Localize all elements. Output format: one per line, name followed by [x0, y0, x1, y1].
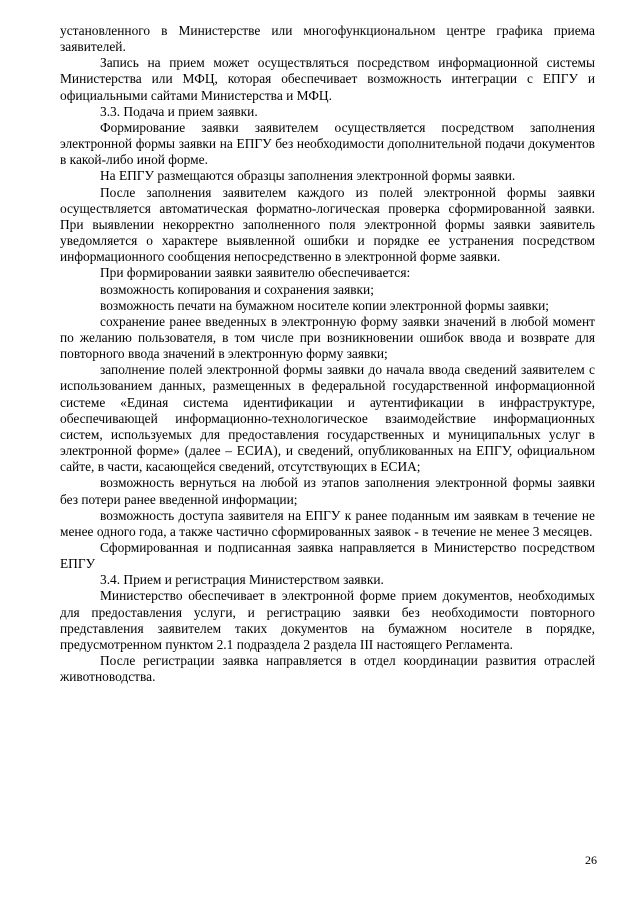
list-item: возможность копирования и сохранения заявки; [100, 281, 374, 297]
section-heading: 3.4. Прием и регистрация Министерством заявки. [100, 572, 384, 588]
section-heading: 3.3. Подача и прием заявки. [100, 103, 258, 119]
paragraph: Министерство обеспечивает в электронной форме прием документов, необходимых для предоставления услуги, и регистрацию заявки без необходимости повторного представления заявителем таких документов на бумажном носителе в порядке, предусмотренном пунктом 2.1 подраздела 2 раздела III настоящего Регламента. [60, 588, 595, 652]
paragraph: Запись на прием может осуществляться посредством информационной системы Министерства или МФЦ, которая обеспечивает возможность интеграции с ЕПГУ и официальными сайтами Министерства и МФЦ. [60, 55, 595, 103]
paragraph: После регистрации заявка направляется в отдел координации развития отраслей животноводства. [60, 653, 595, 685]
list-item: заполнение полей электронной формы заявки до начала ввода сведений заявителем с использованием данных, размещенных в федеральной государственной информационной системе «Единая система идентификации и аутентификации в инфраструктуре, обеспечивающей информационно-технологическое взаимодействие информационных систем, используемых для предоставления государственных и муниципальных услуг в электронной форме» (далее – ЕСИА), и сведений, опубликованных на ЕПГУ, официальном сайте, в части, касающейся сведений, отсутствующих в ЕСИА; [60, 362, 595, 475]
page-number: 26 [585, 853, 597, 867]
list-item: возможность печати на бумажном носителе копии электронной формы заявки; [100, 297, 549, 313]
page-body [60, 23, 595, 685]
paragraph: Формирование заявки заявителем осуществляется посредством заполнения электронной формы заявки на ЕПГУ без необходимости дополнительной подачи документов в какой-либо иной форме. [60, 119, 595, 168]
paragraph: При формировании заявки заявителю обеспечивается: [100, 265, 411, 281]
paragraph: После заполнения заявителем каждого из полей электронной формы заявки осуществляется автоматическая форматно-логическая проверка сформированной заявки. При выявлении некорректно заполненного поля электронной формы заявки заявитель уведомляется о характере выявленной ошибки и порядке ее устранения посредством информационного сообщения непосредственно в электронной форме заявки. [60, 184, 595, 265]
list-item: возможность доступа заявителя на ЕПГУ к ранее поданным им заявкам в течение не менее одного года, а также частично сформированных заявок - в течение не менее 3 месяцев. [60, 507, 595, 539]
paragraph: Сформированная и подписанная заявка направляется в Министерство посредством ЕПГУ [60, 540, 595, 572]
list-item: возможность вернуться на любой из этапов заполнения электронной формы заявки без потери ранее введенной информации; [60, 475, 595, 507]
list-item: сохранение ранее введенных в электронную форму заявки значений в любой момент по желанию пользователя, в том числе при возникновении ошибок ввода и возврате для повторного ввода значений в электронную форму заявки; [60, 313, 595, 362]
paragraph: установленного в Министерстве или многофункциональном центре графика приема заявителей. [60, 23, 595, 55]
paragraph: На ЕПГУ размещаются образцы заполнения электронной формы заявки. [100, 168, 516, 184]
